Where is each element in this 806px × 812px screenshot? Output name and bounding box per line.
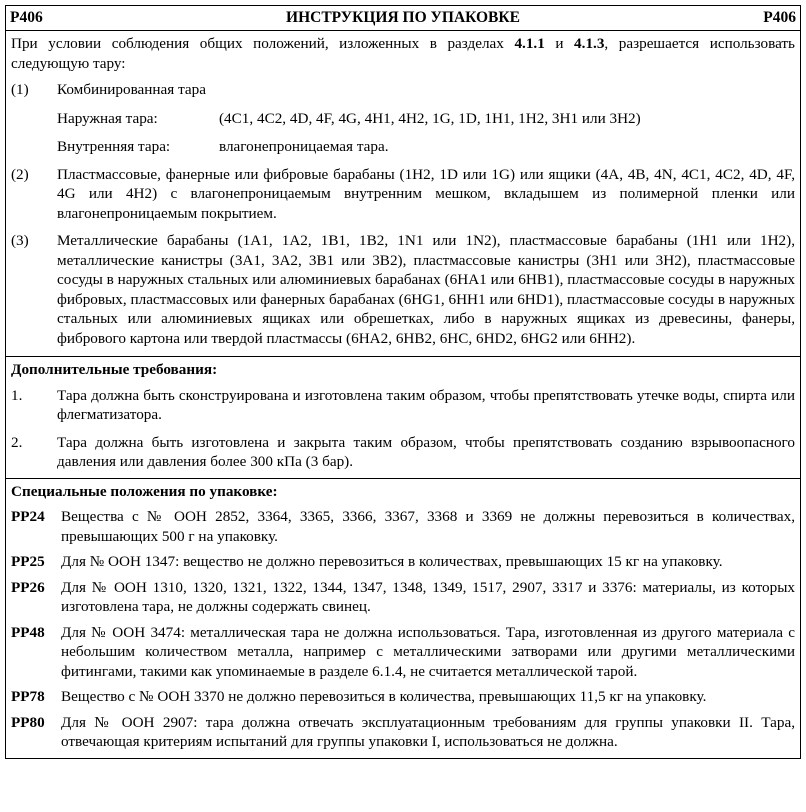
section-ref-1: 4.1.1 bbox=[514, 35, 545, 52]
instruction-code-right: P406 bbox=[763, 9, 796, 26]
provision-item bbox=[11, 507, 795, 546]
item-text: Комбинированная тара bbox=[57, 81, 206, 98]
provision-item bbox=[11, 552, 795, 572]
item-text: Металлические барабаны (1A1, 1A2, 1B1, 1B2, 1N1 или 1N2), пластмассовые барабаны (1H1 или 1H2), металлические канистры (3A1, 3A2, 3B1 или 3B2), пластмассовые канистры (3H1 или 3H2), пластмассовые сосуды в наружных стальных или алюминиевых барабанах (6HA1 или 6HB1), пластмассовые сосуды в наружных фибровых, пластмассовых или фанерных барабанах (6HG1, 6HH1 или 6HD1), пластмассовые сосуды в наружных стальных или алюминиевых ящиках или обрешетках, либо в наружных ящиках из древесины, фанеры, фибрового картона или твердой пластмассы (6HA2, 6HB2, 6HC, 6HD2, 6HG2 или 6HH2). bbox=[57, 232, 795, 347]
outer-packaging-label: Наружная тара: bbox=[57, 109, 158, 127]
list-item bbox=[11, 165, 795, 224]
provision-item bbox=[11, 623, 795, 682]
inner-packaging-row bbox=[57, 137, 795, 157]
item-number: (1) bbox=[11, 81, 29, 98]
provision-code: PP48 bbox=[11, 623, 45, 641]
provision-text: Для № ООН 2907: тара должна отвечать эксплуатационным требованиям для группы упаковки II. Тара, отвечающая критериям испытаний для группы упаковки I, использоваться не должна. bbox=[61, 713, 795, 750]
section-title: Дополнительные требования: bbox=[11, 361, 218, 378]
special-provisions-section bbox=[6, 479, 800, 758]
packing-instruction-table bbox=[5, 5, 801, 759]
provision-item bbox=[11, 687, 795, 707]
provision-code: PP26 bbox=[11, 578, 45, 596]
provision-text: Для № ООН 1310, 1320, 1321, 1322, 1344, 1347, 1348, 1349, 1517, 2907, 3317 и 3376: материалы, из которых изготовлена тара, не должны содержать свинец. bbox=[61, 578, 795, 615]
provision-code: PP80 bbox=[11, 713, 45, 731]
provision-code: PP24 bbox=[11, 508, 45, 525]
header-row bbox=[6, 6, 800, 31]
requirement-item bbox=[11, 433, 795, 472]
provision-code: PP25 bbox=[11, 553, 45, 570]
additional-requirements-section bbox=[6, 357, 800, 479]
requirement-text: Тара должна быть сконструирована и изготовлена таким образом, чтобы препятствовать утечке воды, спирта или флегматизатора. bbox=[57, 386, 795, 423]
provision-code: PP78 bbox=[11, 688, 45, 705]
instruction-code-left: P406 bbox=[10, 9, 43, 26]
list-item bbox=[11, 231, 795, 348]
provision-item bbox=[11, 713, 795, 752]
item-number: (3) bbox=[11, 232, 29, 249]
inner-packaging-value: влагонепроницаемая тара. bbox=[219, 138, 389, 155]
requirement-item bbox=[11, 386, 795, 425]
intro-text-2: , разрешается использовать следующую тару: bbox=[11, 35, 795, 72]
list-item bbox=[11, 80, 795, 157]
permitted-packaging-section bbox=[6, 31, 800, 357]
provision-text: Для № ООН 1347: вещество не должно перевозиться в количествах, превышающих 15 кг на упаковку. bbox=[61, 553, 723, 570]
provision-text: Вещество с № ООН 3370 не должно перевозиться в количества, превышающих 11,5 кг на упаковку. bbox=[61, 688, 707, 705]
intro-text-and: и bbox=[544, 35, 575, 52]
section-title: Специальные положения по упаковке: bbox=[11, 482, 278, 500]
provision-item bbox=[11, 578, 795, 617]
intro-text-1: При условии соблюдения общих положений, изложенных в разделах bbox=[11, 35, 515, 52]
outer-packaging-value: (4C1, 4C2, 4D, 4F, 4G, 4H1, 4H2, 1G, 1D, 1H1, 1H2, 3H1 или 3H2) bbox=[219, 109, 641, 127]
outer-packaging-row bbox=[57, 109, 795, 129]
requirement-number: 1. bbox=[11, 386, 23, 404]
item-text: Пластмассовые, фанерные или фибровые барабаны (1H2, 1D или 1G) или ящики (4A, 4B, 4N, 4C1, 4C2, 4D, 4F, 4G или 4H2) с влагонепроницаемым внутренним мешком, вкладышем из полимерной пленки или влагонепроницаемым покрытием. bbox=[57, 165, 795, 222]
provision-text: Для № ООН 3474: металлическая тара не должна использоваться. Тара, изготовленная из другого материала с небольшим количеством металла, например с металлическими затворами или другими металлическими фитингами, такими как упоминаемые в разделе 6.1.4, не считается металлической тарой. bbox=[61, 623, 795, 680]
instruction-title: ИНСТРУКЦИЯ ПО УПАКОВКЕ bbox=[286, 9, 520, 26]
intro-paragraph bbox=[11, 34, 795, 73]
requirement-text: Тара должна быть изготовлена и закрыта таким образом, чтобы препятствовать созданию взрывоопасного давления или давления более 300 кПа (3 бар). bbox=[57, 433, 795, 470]
requirement-number: 2. bbox=[11, 433, 23, 451]
provision-text: Вещества с № ООН 2852, 3364, 3365, 3366, 3367, 3368 и 3369 не должны перевозиться в количествах, превышающих 500 г на упаковку. bbox=[61, 508, 795, 545]
section-ref-2: 4.1.3 bbox=[574, 35, 605, 52]
item-number: (2) bbox=[11, 165, 29, 183]
inner-packaging-label: Внутренняя тара: bbox=[57, 138, 171, 155]
